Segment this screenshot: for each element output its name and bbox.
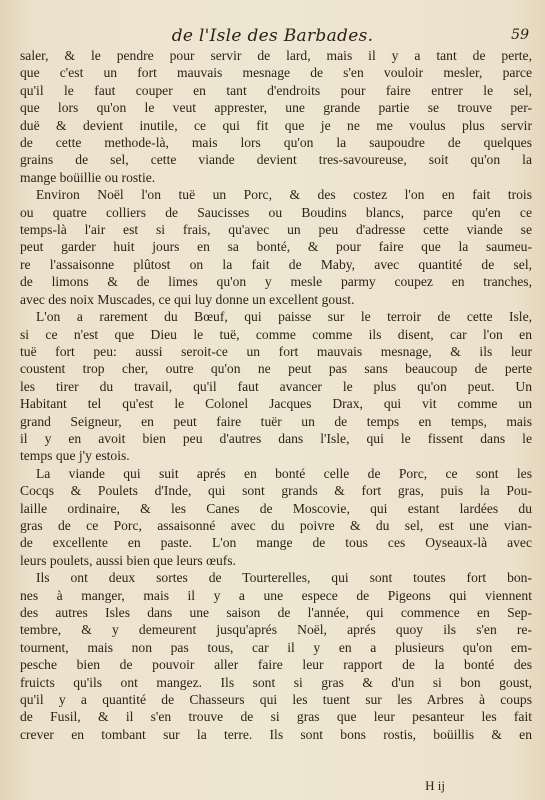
paragraph [20,569,532,743]
text-line: des autres Isles dans une saison de l'année, qui commence en Sep- [20,605,532,620]
text-line: Habitant tel qu'est le Colonel Jacques Drax, qui vit comme un [20,396,532,412]
text-line: gras de ce Porc, assaisonné avec du poivre & du sel, est une vian- [20,517,532,533]
text-line: que c'est un fort mauvais mesnage de s'en vouloir mesler, parce [20,65,532,81]
text-line: Cocqs & Poulets d'Inde, qui sont grands & fort gras, puis la Pou- [20,483,532,499]
text-line: Ils ont deux sortes de Tourterelles, qui sont toutes fort bon- [36,570,532,586]
text-line: que lors qu'on le veut apprester, une grande partie se trouve per- [20,100,532,116]
text-line: tournent, mais non pas tous, car il y en a plusieurs qu'on em- [20,639,532,655]
text-line: La viande qui suit aprés en bonté celle de Porc, ce sont les [36,465,532,481]
text-line: les tirer du travail, qu'il faut avancer le plus qu'on peut. Un [20,378,532,394]
text-line: Environ Noël l'on tuë un Porc, & des costez l'on en fait trois [36,187,532,203]
text-line: L'on a rarement du Bœuf, qui paisse sur le terroir de cette Isle, [36,309,532,325]
text-line: grand Seigneur, en peut faire tuër un de temps en temps, mais [20,413,532,429]
paragraph [20,47,532,186]
text-line: temps-là l'air est si frais, qu'avec un peu d'adresse cette viande se [20,222,532,238]
text-line: temps que j'y estois. [20,448,130,464]
running-title: de l'Isle des Barbades. [171,26,374,46]
paragraph [20,186,532,308]
text-line: grains de sel, cette viande devient tres-savoureuse, soit qu'on la [20,152,532,168]
text-line: pesche bien de pouvoir aller faire leur rapport de la bonté des [20,657,532,673]
text-line: laille ordinaire, & les Canes de Moscovie, qui estant lardées du [20,500,532,516]
text-line: nes à manger, mais il y a une espece de Pigeons qui viennent [20,587,532,603]
text-line: coustent trop cher, outre qu'on ne peut pas sans beaucoup de perte [20,361,532,377]
page-header [0,26,545,48]
text-line: leurs poulets, aussi bien que leurs œufs. [20,552,236,568]
text-line: de excellente en paste. L'on mange de tous ces Oyseaux-là avec [20,535,532,551]
page-number: 59 [511,27,529,43]
text-line: de Fusil, & il s'en trouve de si gras que leur pesanteur les fait [20,709,532,725]
text-line: saler, & le pendre pour servir de lard, mais il y a tant de perte, [20,48,532,63]
text-line: fruicts qu'ils ont mangez. Ils sont si gras & d'un si bon goust, [20,674,532,690]
text-line: mange boüillie ou rostie. [20,169,156,185]
text-line: tuë fort peu: aussi seroit-ce un fort mauvais mesnage, & ils leur [20,343,532,359]
text-line: tembre, & y demeurent jusqu'aprés Noël, aprés quoy ils s'en re- [20,622,532,638]
text-line: de cette methode-là, mais lors qu'on la saupoudre de quelques [20,135,532,151]
text-line: il y en avoit bien peu d'autres dans l'Isle, qui le fissent dans le [20,430,532,446]
text-line: si ce n'est que Dieu le tuë, comme comme ils disent, car l'on en [20,326,532,342]
signature-mark: H ij [425,778,445,793]
body-text [20,47,532,743]
text-line: avec des noix Muscades, ce qui luy donne un excellent goust. [20,291,355,307]
text-line: qu'il y a quantité de Chasseurs qui les tuent sur les Arbres à coups [20,692,532,708]
text-line: crever en tombant sur la terre. Ils sont bons rostis, boüillis & en [20,726,532,742]
text-line: re l'assaisonne plûtost on la fait de Maby, avec quantité de sel, [20,256,532,272]
text-line: peut garder huit jours en sa bonté, & pour faire que la saumeu- [20,239,532,255]
text-line: ou quatre colliers de Saucisses ou Boudins blancs, parce qu'en ce [20,204,532,220]
text-line: duë & devient inutile, ce qui fit que je ne me voulus plus servir [20,117,532,133]
paragraph [20,308,532,465]
paragraph [20,465,532,569]
text-line: de limons & de limes qu'on y mesle parmy coupez en tranches, [20,274,532,290]
text-line: qu'il le faut couper en tant d'endroits pour faire entrer le sel, [20,82,532,98]
